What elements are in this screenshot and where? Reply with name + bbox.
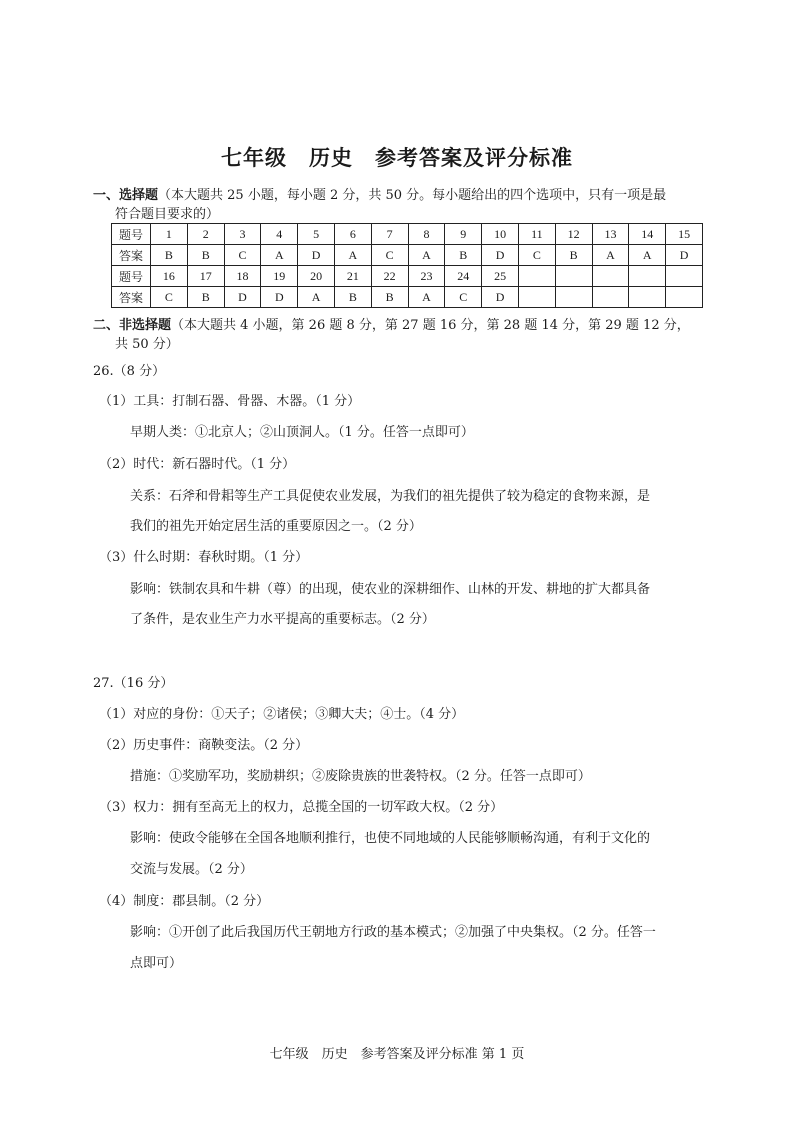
- table-cell: D: [482, 287, 519, 308]
- table-cell: A: [261, 245, 298, 266]
- table-cell: 14: [629, 224, 666, 245]
- table-cell: 8: [408, 224, 445, 245]
- answer-line: 影响：铁制农具和牛耕（尊）的出现，使农业的深耕细作、山林的开发、耕地的扩大都具备: [130, 582, 651, 597]
- table-cell: C: [371, 245, 408, 266]
- table-cell: 6: [334, 224, 371, 245]
- table-row: [112, 266, 703, 287]
- section2-line1: [93, 314, 690, 333]
- answer-line: （3）什么时期：春秋时期。（1 分）: [99, 550, 309, 565]
- answer-line: （2）时代：新石器时代。（1 分）: [99, 457, 296, 472]
- table-cell: 18: [224, 266, 261, 287]
- table-cell: D: [298, 245, 335, 266]
- table-cell: 23: [408, 266, 445, 287]
- answer-line: 交流与发展。（2 分）: [130, 862, 253, 877]
- row-label: 题号: [112, 224, 151, 245]
- table-cell: [518, 266, 555, 287]
- table-cell: 25: [482, 266, 519, 287]
- table-cell: 15: [666, 224, 703, 245]
- table-cell: D: [666, 245, 703, 266]
- table-cell: [555, 287, 592, 308]
- row-label: 题号: [112, 266, 151, 287]
- table-cell: C: [151, 287, 188, 308]
- table-cell: 19: [261, 266, 298, 287]
- table-cell: A: [334, 245, 371, 266]
- table-cell: B: [371, 287, 408, 308]
- table-cell: 13: [592, 224, 629, 245]
- answer-line: 措施：①奖励军功，奖励耕织；②废除贵族的世袭特权。（2 分。任答一点即可）: [130, 769, 591, 784]
- answer-line: （2）历史事件：商鞅变法。（2 分）: [99, 738, 309, 753]
- table-cell: 11: [518, 224, 555, 245]
- section1-desc-2: 符合题目要求的）: [115, 207, 220, 222]
- section2-heading: 二、非选择题: [93, 318, 172, 333]
- table-cell: 22: [371, 266, 408, 287]
- table-cell: D: [224, 287, 261, 308]
- table-row: [112, 245, 703, 266]
- table-cell: A: [592, 245, 629, 266]
- table-cell: B: [187, 287, 224, 308]
- answer-line: （3）权力：拥有至高无上的权力，总揽全国的一切军政大权。（2 分）: [99, 800, 504, 815]
- table-cell: [629, 266, 666, 287]
- page-title: 七年级 历史 参考答案及评分标准: [221, 146, 573, 170]
- table-cell: 16: [151, 266, 188, 287]
- row-label: 答案: [112, 287, 151, 308]
- table-cell: C: [445, 287, 482, 308]
- table-cell: 4: [261, 224, 298, 245]
- table-cell: [592, 266, 629, 287]
- answer-line: 我们的祖先开始定居生活的重要原因之一。（2 分）: [130, 519, 422, 534]
- section1-heading: 一、选择题: [93, 188, 159, 203]
- table-cell: B: [334, 287, 371, 308]
- table-cell: 9: [445, 224, 482, 245]
- answer-table: [111, 223, 703, 308]
- table-cell: [555, 266, 592, 287]
- table-cell: 2: [187, 224, 224, 245]
- row-label: 答案: [112, 245, 151, 266]
- table-cell: A: [298, 287, 335, 308]
- section1-desc-1: （本大题共 25 小题，每小题 2 分，共 50 分。每小题给出的四个选项中，只有一项是最: [158, 188, 667, 203]
- table-cell: 10: [482, 224, 519, 245]
- table-cell: [518, 287, 555, 308]
- section2-desc-2: 共 50 分）: [115, 337, 179, 352]
- table-cell: 3: [224, 224, 261, 245]
- section2-desc-1: （本大题共 4 小题，第 26 题 8 分，第 27 题 16 分，第 28 题 14 分，第 29 题 12 分，: [171, 318, 690, 333]
- table-cell: 1: [151, 224, 188, 245]
- table-cell: B: [445, 245, 482, 266]
- answer-line: （4）制度：郡县制。（2 分）: [99, 894, 270, 909]
- table-cell: 17: [187, 266, 224, 287]
- table-cell: A: [408, 287, 445, 308]
- table-cell: A: [408, 245, 445, 266]
- table-cell: 24: [445, 266, 482, 287]
- answer-line: （1）对应的身份：①天子；②诸侯；③卿大夫；④士。（4 分）: [99, 707, 465, 722]
- table-cell: 12: [555, 224, 592, 245]
- table-row: [112, 224, 703, 245]
- answer-line: 影响：①开创了此后我国历代王朝地方行政的基本模式；②加强了中央集权。（2 分。任答一: [130, 925, 656, 940]
- answer-line: 了条件，是农业生产力水平提高的重要标志。（2 分）: [130, 612, 435, 627]
- section1-line1: [93, 184, 666, 203]
- table-cell: 21: [334, 266, 371, 287]
- answer-line: 点即可）: [130, 956, 183, 971]
- table-cell: C: [518, 245, 555, 266]
- answer-line: 影响：使政令能够在全国各地顺利推行，也使不同地域的人民能够顺畅沟通，有利于文化的: [130, 831, 651, 846]
- table-cell: B: [555, 245, 592, 266]
- table-cell: D: [261, 287, 298, 308]
- question-heading: 26.（8 分）: [93, 364, 166, 379]
- question-heading: 27.（16 分）: [93, 676, 174, 691]
- answer-line: 早期人类：①北京人；②山顶洞人。（1 分。任答一点即可）: [130, 425, 474, 440]
- answer-line: （1）工具：打制石器、骨器、木器。（1 分）: [99, 394, 361, 409]
- table-cell: 20: [298, 266, 335, 287]
- table-cell: [666, 287, 703, 308]
- table-cell: [666, 266, 703, 287]
- page-footer: 七年级 历史 参考答案及评分标准 第 1 页: [269, 1047, 525, 1062]
- table-cell: 5: [298, 224, 335, 245]
- table-cell: C: [224, 245, 261, 266]
- table-cell: [592, 287, 629, 308]
- table-cell: 7: [371, 224, 408, 245]
- answer-line: 关系：石斧和骨耜等生产工具促使农业发展，为我们的祖先提供了较为稳定的食物来源，是: [130, 489, 651, 504]
- table-row: [112, 287, 703, 308]
- table-cell: B: [187, 245, 224, 266]
- table-cell: [629, 287, 666, 308]
- table-cell: A: [629, 245, 666, 266]
- table-cell: B: [151, 245, 188, 266]
- table-cell: D: [482, 245, 519, 266]
